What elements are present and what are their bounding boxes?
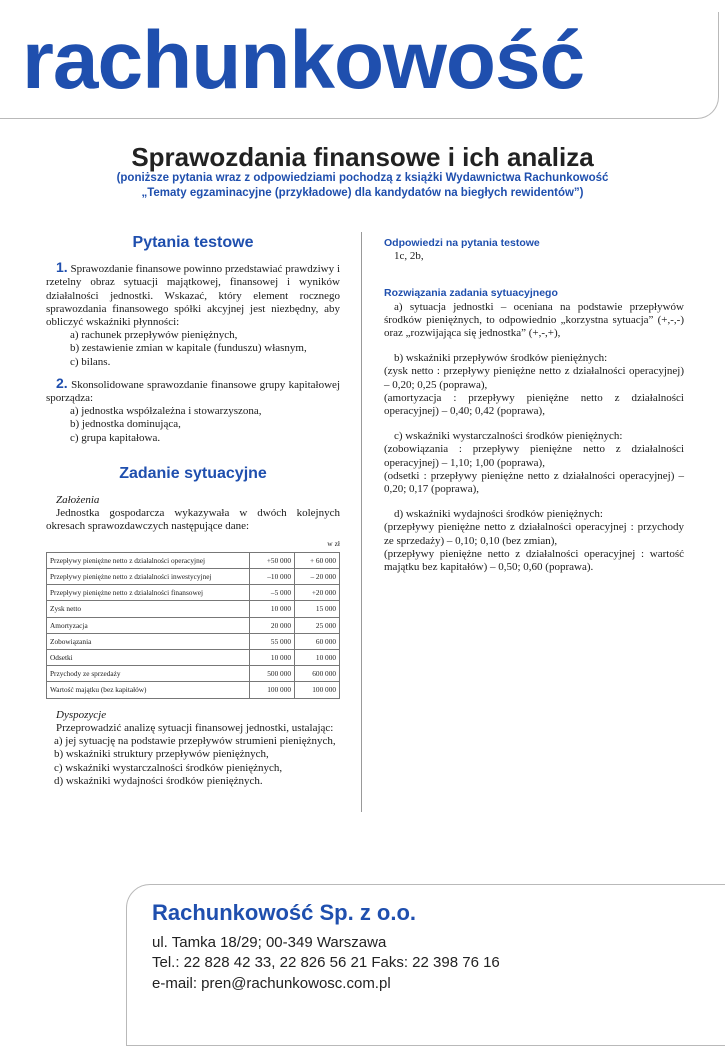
table-row-label: Przepływy pieniężne netto z działalności finansowej: [47, 585, 250, 601]
table-row-label: Zysk netto: [47, 601, 250, 617]
question-2-text: Skonsolidowane sprawozdanie finansowe grupy kapitałowej sporządza:: [46, 378, 340, 405]
table-row: [47, 633, 340, 649]
table-value-period-1: –10 000: [250, 569, 295, 585]
question-1: [46, 261, 340, 329]
table-row-label: Przychody ze sprzedaży: [47, 666, 250, 682]
q2-option-c: c) grupa kapitałowa.: [70, 431, 161, 444]
table-row-label: Wartość majątku (bez kapitałów): [47, 682, 250, 698]
instructions-label: Dyspozycje: [56, 708, 107, 721]
instruction-b: b) wskaźniki struktury przepływów pieniężnych,: [54, 748, 269, 761]
q2-option-a: a) jednostka współzależna i stowarzyszona,: [70, 405, 262, 418]
table-value-period-2: +20 000: [295, 585, 340, 601]
q1-option-c: c) bilans.: [70, 355, 111, 368]
company-phone: Tel.: 22 828 42 33, 22 826 56 21 Faks: 22 398 76 16: [152, 954, 500, 971]
q1-option-a: a) rachunek przepływów pieniężnych,: [70, 329, 238, 342]
instructions-text: Przeprowadzić analizę sytuacji finansowej jednostki, ustalając:: [56, 721, 334, 734]
subtitle-line-1: (poniższe pytania wraz z odpowiedziami pochodzą z książki Wydawnictwa Rachunkowość: [116, 172, 609, 184]
table-value-period-1: 100 000: [250, 682, 295, 698]
table-row: [47, 617, 340, 633]
solution-d-2: (przepływy pieniężne netto z działalności operacyjnej : wartość majątku bez kapitałów) – 0,50; 0,60 (poprawa).: [384, 547, 684, 574]
q1-option-b: b) zestawienie zmian w kapitale (funduszu) własnym,: [70, 342, 307, 355]
table-row: [47, 666, 340, 682]
table-row-label: Przepływy pieniężne netto z działalności inwestycyjnej: [47, 569, 250, 585]
test-questions-heading: Pytania testowe: [132, 234, 254, 251]
instruction-a: a) jej sytuację na podstawie przepływów strumieni pieniężnych,: [54, 735, 336, 748]
solution-b-1: (zysk netto : przepływy pieniężne netto z działalności operacyjnej) – 0,20; 0,25 (poprawa),: [384, 365, 684, 391]
company-name: Rachunkowość Sp. z o.o.: [152, 900, 417, 925]
table-value-period-1: 20 000: [250, 617, 295, 633]
left-column: [46, 232, 340, 788]
table-value-period-1: 55 000: [250, 633, 295, 649]
table-row: [47, 552, 340, 568]
table-value-period-1: –5 000: [250, 585, 295, 601]
table-row: [47, 650, 340, 666]
assumptions-text: Jednostka gospodarcza wykazywała w dwóch kolejnych okresach sprawozdawczych następujące dane:: [46, 507, 340, 533]
solution-c-2: (odsetki : przepływy pieniężne netto z działalności operacyjnej) – 0,20; 0,17 (poprawa),: [384, 469, 684, 496]
solution-c-title: c) wskaźniki wystarczalności środków pieniężnych:: [394, 430, 623, 443]
table-value-period-2: 100 000: [295, 682, 340, 698]
case-study-heading: Zadanie sytuacyjne: [119, 464, 267, 482]
brand-logo: rachunkowość: [22, 15, 585, 106]
column-divider: [361, 232, 362, 812]
table-row: [47, 569, 340, 585]
question-2: [46, 374, 340, 405]
solution-c-1: (zobowiązania : przepływy pieniężne netto z działalności operacyjnej) – 1,10; 1,00 (poprawa),: [384, 443, 684, 469]
table-value-period-1: +50 000: [250, 552, 295, 568]
company-address: ul. Tamka 18/29; 00-349 Warszawa: [152, 934, 387, 951]
table-value-period-1: 500 000: [250, 666, 295, 682]
question-1-number: 1.: [56, 259, 68, 276]
subtitle-line-2: „Tematy egzaminacyjne (przykładowe) dla kandydatów na biegłych rewidentów”): [141, 187, 584, 199]
table-value-period-1: 10 000: [250, 601, 295, 617]
table-value-period-2: – 20 000: [295, 569, 340, 585]
question-1-text: Sprawozdanie finansowe powinno przedstawiać prawdziwy i rzetelny obraz sytuacji majątkowej, finansowej i wyników działalności jednostki. Wskazać, który element rocznego sprawozdania finansowego spółki akcyjnej jest niezbędny, aby obliczyć wskaźniki płynności:: [46, 263, 341, 329]
table-row-label: Odsetki: [47, 650, 250, 666]
solution-d-1: (przepływy pieniężne netto z działalności operacyjnej : przychody ze sprzedaży) – 0,10; 0,10 (bez zmian),: [384, 521, 684, 547]
page-title: Sprawozdania finansowe i ich analiza: [131, 142, 594, 172]
table-row: [47, 585, 340, 601]
company-email[interactable]: e-mail: pren@rachunkowosc.com.pl: [152, 975, 391, 992]
table-value-period-2: 600 000: [295, 666, 340, 682]
question-2-number: 2.: [56, 374, 68, 391]
solution-d-title: d) wskaźniki wydajności środków pieniężnych:: [394, 508, 603, 521]
table-row-label: Zobowiązania: [47, 633, 250, 649]
table-value-period-2: 25 000: [295, 617, 340, 633]
q2-option-b: b) jednostka dominująca,: [70, 418, 181, 431]
table-value-period-2: 60 000: [295, 633, 340, 649]
table-row: [47, 682, 340, 698]
table-row: [47, 601, 340, 617]
table-value-period-2: + 60 000: [295, 552, 340, 568]
right-column: [384, 232, 684, 574]
table-value-period-1: 10 000: [250, 650, 295, 666]
solution-b-2: (amortyzacja : przepływy pieniężne netto z działalności operacyjnej) – 0,40; 0,42 (poprawa),: [384, 391, 684, 418]
unit-label: w zł: [327, 538, 340, 548]
instruction-c: c) wskaźniki wystarczalności środków pieniężnych,: [54, 761, 283, 774]
solution-a: a) sytuacja jednostki – oceniana na podstawie przepływów środków pieniężnych, to odpowiednio „korzystna sytuacja” (+,-,-) oraz „rozwijająca się jednostka” (+,-,+),: [384, 300, 684, 340]
table-row-label: Przepływy pieniężne netto z działalności operacyjnej: [47, 552, 250, 568]
table-value-period-2: 10 000: [295, 650, 340, 666]
answers-heading: Odpowiedzi na pytania testowe: [384, 237, 540, 249]
instruction-d: d) wskaźniki wydajności środków pieniężnych.: [54, 774, 263, 787]
table-row-label: Amortyzacja: [47, 617, 250, 633]
answers-text: 1c, 2b,: [394, 250, 424, 263]
financial-data-table: [46, 552, 340, 699]
solution-b-title: b) wskaźniki przepływów środków pieniężnych:: [394, 352, 608, 365]
solutions-heading: Rozwiązania zadania sytuacyjnego: [384, 287, 558, 300]
assumptions-label: Założenia: [56, 494, 100, 507]
table-value-period-2: 15 000: [295, 601, 340, 617]
